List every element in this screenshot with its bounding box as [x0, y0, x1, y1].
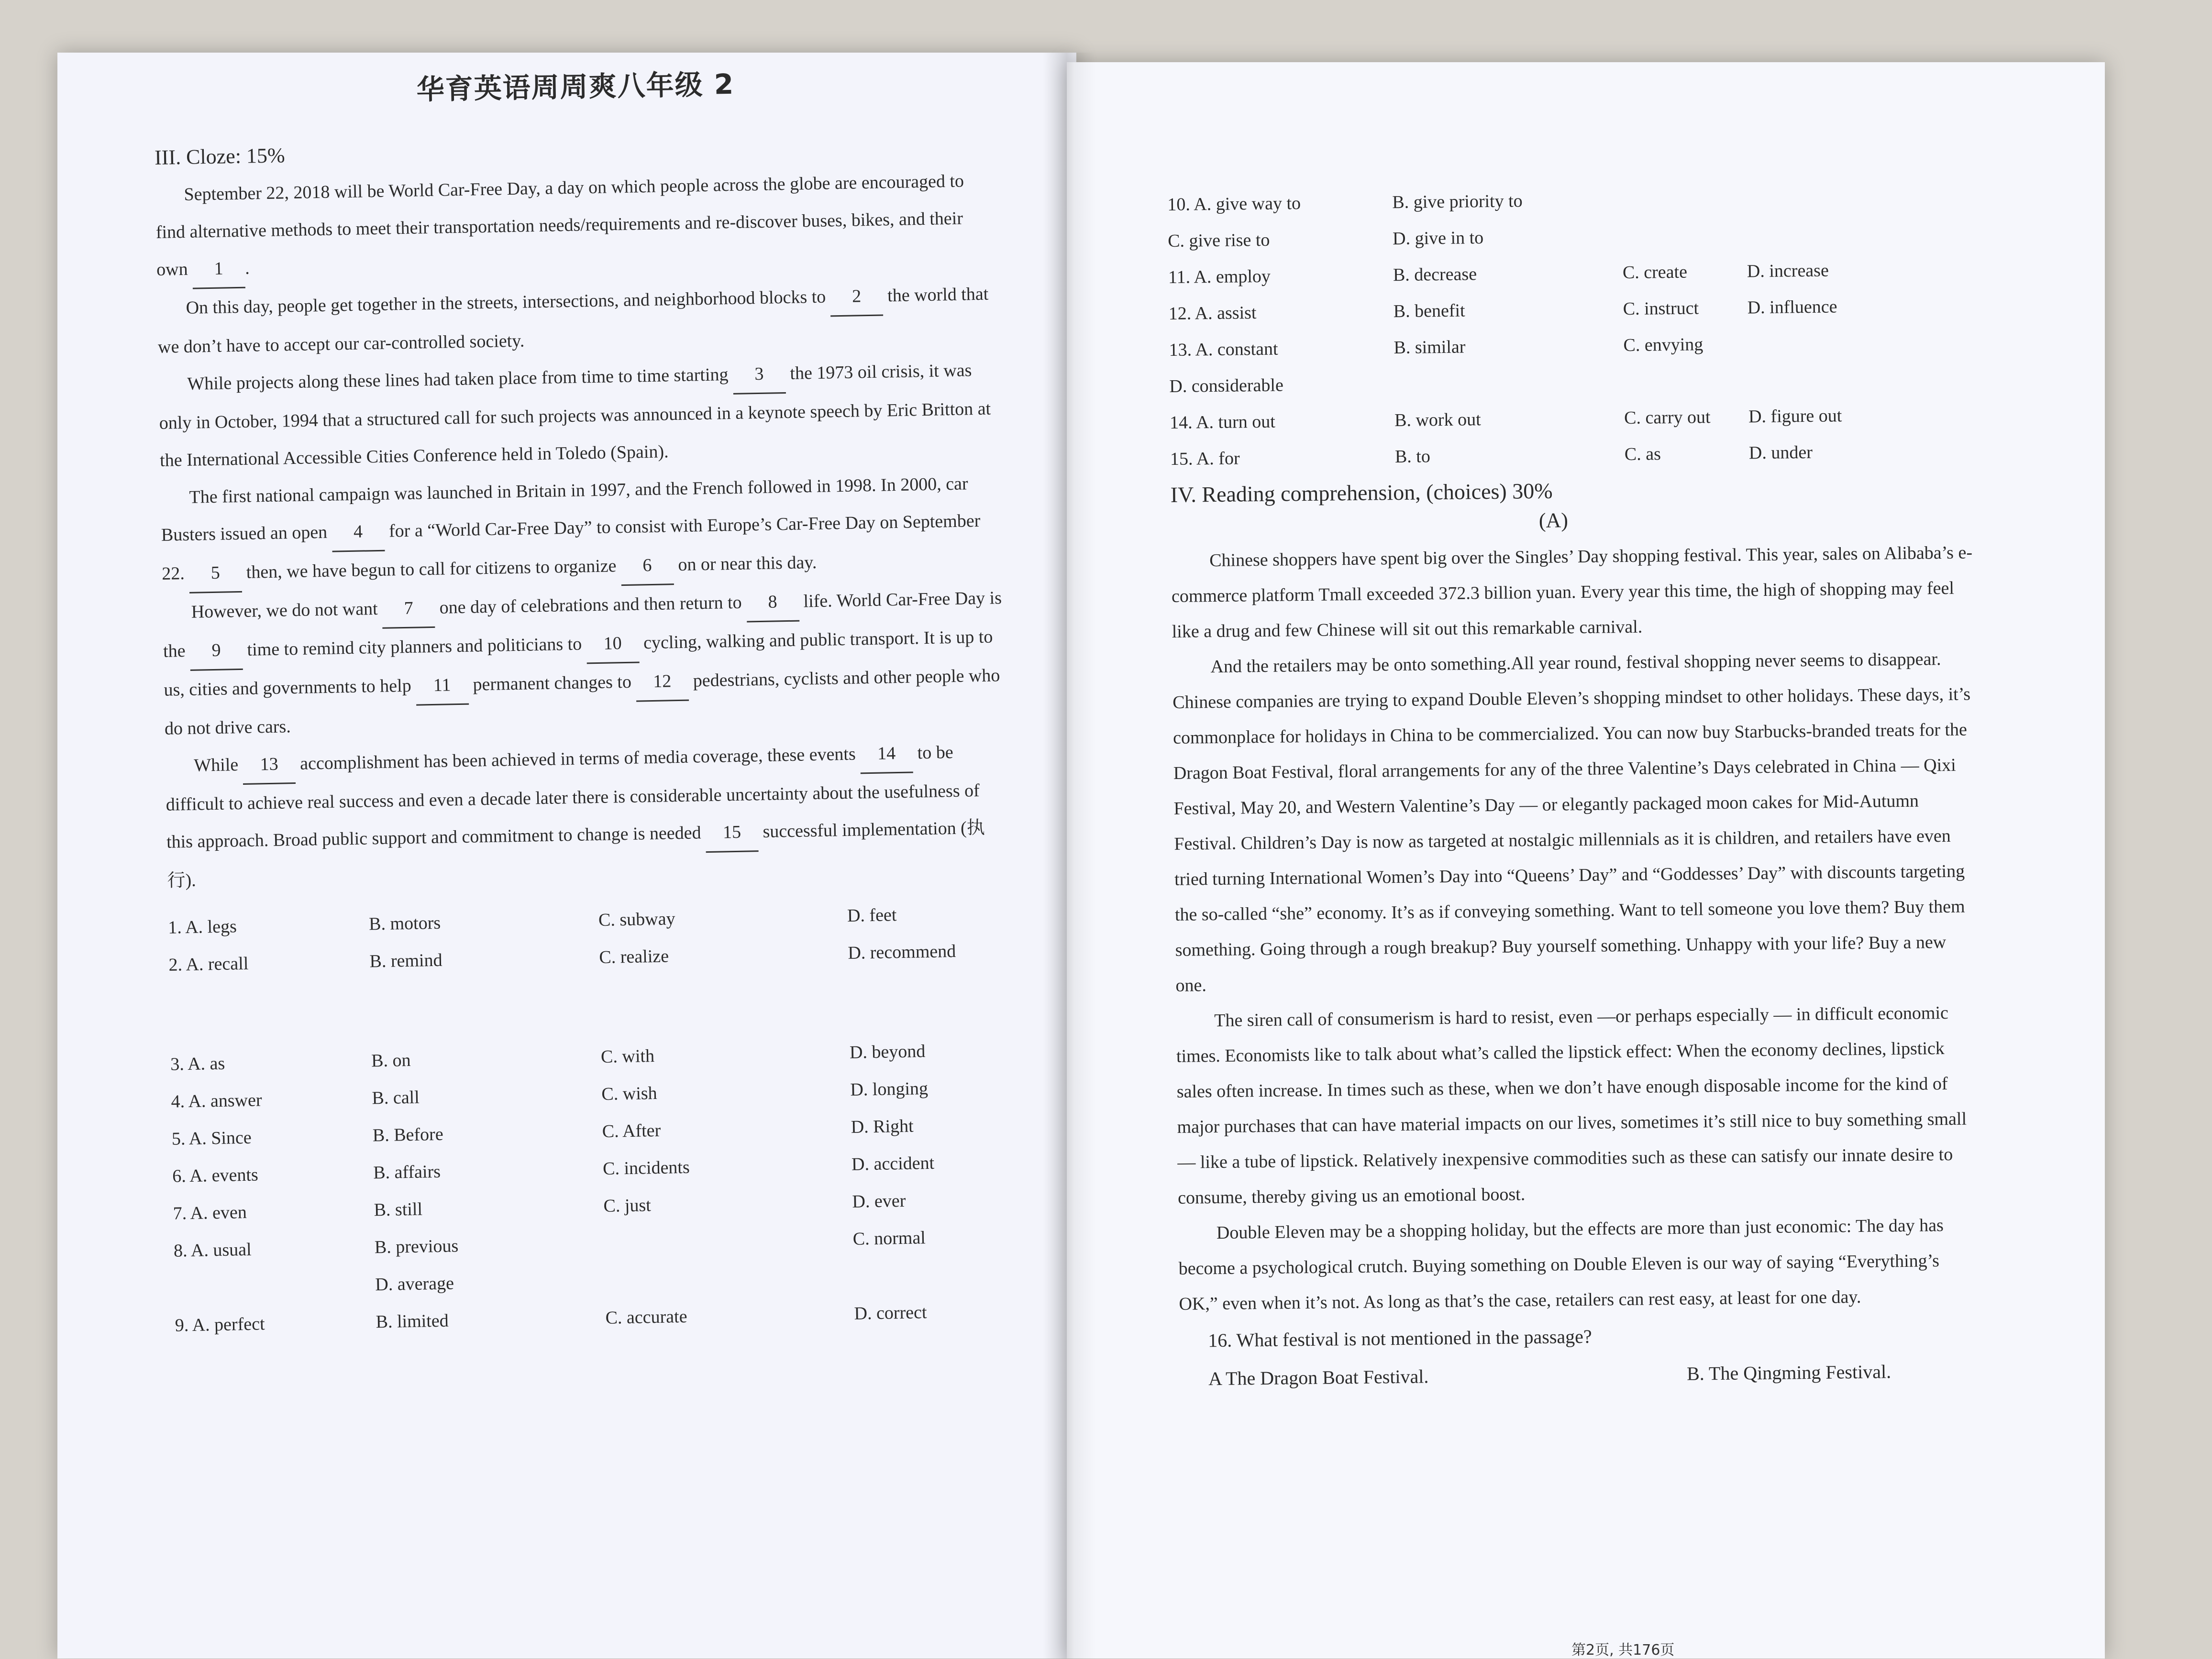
option-text: 15. A. for [1170, 448, 1240, 469]
blank-number: 2 [830, 277, 883, 317]
option-text: C. as [1624, 444, 1661, 465]
blank-number: 3 [732, 355, 785, 395]
blank-number: 9 [189, 631, 243, 671]
book-gutter [1043, 53, 1095, 1659]
blank-number: 5 [189, 554, 242, 593]
option-text: D. accident [851, 1153, 935, 1175]
option-text [1394, 363, 1624, 402]
blank-number: 1 [192, 250, 245, 289]
option-text: C. wish [601, 1083, 657, 1104]
option-text: B. affairs [373, 1161, 441, 1183]
option-text: C. After [602, 1120, 661, 1142]
option-text: D. correct [854, 1302, 927, 1324]
option-text: B. remind [369, 950, 442, 972]
right-page-content [1167, 178, 2022, 1398]
left-page-content [153, 57, 1017, 1344]
cloze-passage [155, 162, 1009, 899]
paragraph-text: While [193, 754, 243, 776]
option-text: C. with [600, 1046, 655, 1067]
passage-label: (A) [1538, 508, 1569, 532]
page-title: 华育英语周周爽八年级 2 [416, 67, 735, 106]
option-text: D. ever [852, 1190, 906, 1212]
paragraph-text: accomplishment has been achieved in terms of media coverage, these events [295, 744, 861, 774]
option-text [604, 1220, 853, 1262]
cloze-options-10-15 [1167, 178, 2012, 477]
answer-b: B. The Qingming Festival. [1686, 1361, 1891, 1384]
option-text: C. give rise to [1167, 230, 1270, 251]
option-text: D. beyond [849, 1041, 926, 1063]
option-text: 4. A. answer [171, 1090, 262, 1112]
option-text: D. under [1748, 442, 1813, 463]
option-text [1747, 215, 1948, 253]
option-text: B. work out [1394, 409, 1481, 431]
blank-number: 6 [620, 546, 674, 586]
paragraph-text: the world that we don’t have to accept our car-controlled society. [157, 284, 989, 357]
blank-number: 12 [636, 662, 689, 702]
option-text [605, 1258, 854, 1299]
option-text: C. incidents [602, 1157, 690, 1179]
option-text: D. influence [1747, 297, 1837, 318]
paragraph-text: However, we do not want [191, 598, 383, 622]
blank-number: 14 [860, 735, 913, 774]
option-text: D. increase [1747, 260, 1829, 282]
option-text: D. give in to [1392, 228, 1484, 249]
option-text: C. carry out [1624, 407, 1711, 428]
option-text: 8. A. usual [173, 1239, 252, 1261]
option-text [1746, 178, 1947, 217]
option-text: B. similar [1394, 337, 1466, 358]
option-text: B. on [371, 1050, 411, 1071]
option-text: B. Before [372, 1124, 443, 1146]
option-text: C. normal [852, 1228, 926, 1249]
option-text: D. longing [850, 1078, 929, 1100]
page-number-footer: 第2页, 共176页 [1571, 1642, 1675, 1659]
blank-number: 4 [332, 513, 385, 552]
option-text: D. recommend [848, 941, 956, 963]
option-text: B. motors [368, 912, 441, 934]
option-text: C. accurate [605, 1306, 687, 1328]
paragraph-text: to be difficult to achieve real success and even a decade later there is considerable uncertainty about the usefulness of this approach. Broad public support and commitment to change is needed [166, 742, 980, 852]
question-16: 16. What festival is not mentioned in the passage? [1208, 1325, 1592, 1351]
paragraph-text: pedestrians, cyclists and other people who do not drive cars. [164, 665, 1000, 739]
reading-paragraph: And the retailers may be onto something.All year round, festival shopping never seems to disappear. Chinese companies are trying to expand Double Eleven’s shopping mindset to other holidays. These days, it’s commonplace for holidays in China to be commercialized. You can now buy Starbucks-branded treats for the Dragon Boat Festival, floral arrangements for any of the three Valentine’s Days celebrated in China — Qixi Festival, May 20, and Western Valentine’s Day — or elegantly packaged moon cakes for Mid-Autumn Festival. Children’s Day is now as targeted at nostalgic millennials as it is children, and retailers have even tried turning International Women’s Day into “Queens’ Day” and “Goddesses’ Day” with discounts targeting the so-called “she” economy. It’s as if conveying something. Want to tell someone you love them? Buy them something. Going through a rough breakup? Buy yourself something. Unhappy with your life? Buy a new one. [1172, 649, 1971, 996]
option-text: B. call [372, 1087, 420, 1109]
option-text: 12. A. assist [1168, 303, 1257, 324]
cloze-options-1-2 [168, 894, 1011, 984]
cloze-paragraph [155, 162, 999, 290]
paragraph-text: permanent changes to [468, 671, 636, 695]
cloze-paragraph [160, 464, 1004, 594]
paragraph-text: The first national campaign was launched in Britain in 1997, and the French followed in 1998. In 2000, car Busters issued an open [161, 473, 968, 545]
paragraph-text: time to remind city planners and politicians to [242, 634, 587, 660]
paragraph-text: one day of celebrations and then return to [434, 592, 747, 618]
option-text: 2. A. recall [168, 953, 249, 975]
option-text: 10. A. give way to [1167, 193, 1301, 215]
paragraph-text: then, we have begun to call for citizens to organize [241, 556, 621, 582]
option-text [174, 1266, 376, 1307]
option-text: 3. A. as [170, 1053, 225, 1075]
paragraph-text: for a “World Car-Free Day” to consist with Europe’s Car-Free Day on September 22. [161, 510, 981, 584]
option-text: B. previous [374, 1236, 459, 1258]
option-text: 6. A. events [172, 1165, 259, 1187]
paragraph-text: successful implementation (执行). [167, 817, 985, 891]
reading-passage [1171, 535, 2021, 1322]
option-text: B. still [374, 1199, 423, 1220]
option-text: C. instruct [1623, 298, 1699, 319]
paragraph-text: On this day, people get together in the streets, intersections, and neighborhood blocks to [186, 286, 831, 318]
reading-paragraph: Double Eleven may be a shopping holiday, but the effects are more than just economic: The day has become a psychological crutch. Buying something on Double Eleven is our way of saying “Everything’s OK,” even when it’s not. As long as that’s the case, retailers can rest easy, at least for one day. [1178, 1215, 1944, 1314]
blank-number: 7 [382, 589, 435, 629]
option-text: C. subway [598, 909, 675, 931]
option-text [1624, 362, 1748, 400]
cloze-paragraph [165, 733, 1009, 900]
option-text: 7. A. even [173, 1202, 247, 1224]
option-text: B. limited [376, 1310, 449, 1332]
option-text: B. give priority to [1392, 191, 1523, 213]
option-text [853, 1255, 1017, 1295]
option-text [1622, 180, 1747, 218]
blank-number: 11 [415, 666, 468, 706]
option-text: B. decrease [1393, 264, 1477, 286]
option-text: B. to [1394, 446, 1431, 467]
option-text [1748, 360, 1949, 398]
paragraph-text: While projects along these lines had taken place from time to time starting [187, 364, 733, 394]
reading-heading: IV. Reading comprehension, (choices) 30% [1170, 478, 1553, 507]
option-text: 11. A. employ [1168, 266, 1271, 287]
answer-a: A The Dragon Boat Festival. [1208, 1365, 1429, 1390]
option-text: C. envying [1623, 334, 1703, 356]
blank-number: 15 [705, 813, 758, 853]
paragraph-text: September 22, 2018 will be World Car-Free Day, a day on which people across the globe are encouraged to find alternative methods to meet their transportation needs/requirements and re-discover buses, bikes, and their own [155, 171, 964, 280]
option-text: C. just [603, 1195, 652, 1216]
option-text: D. average [375, 1273, 454, 1295]
option-text: B. benefit [1393, 300, 1465, 322]
option-text: D. Right [851, 1116, 914, 1137]
option-text: 9. A. perfect [175, 1314, 265, 1336]
paragraph-text: . [244, 258, 250, 278]
option-text: 1. A. legs [167, 916, 237, 938]
option-text [1747, 324, 1949, 362]
cloze-paragraph [162, 579, 1006, 747]
reading-paragraph: The siren call of consumerism is hard to resist, even —or perhaps especially — in difficult economic times. Economists like to talk about what’s called the lipstick effect: When the economy declines, lipstick sales often increase. In times such as these, when we don’t have enough disposable income for the kind of major purchases that can have material impacts on our lives, sometimes it’s still nice to buy something small — like a tube of lipstick. Relatively inexpensive commodities such as these can satisfy our innate desire to consume, thereby giving us an emotional boost. [1176, 1002, 1967, 1208]
paragraph-text: on or near this day. [673, 552, 817, 575]
paragraph-text: cycling, walking and public transport. It is up to us, cities and governments to help [164, 626, 993, 700]
option-text: C. realize [599, 946, 669, 968]
option-text: 14. A. turn out [1169, 411, 1276, 433]
blank-number: 10 [586, 624, 639, 664]
paragraph-text: the 1973 oil crisis, it was only in October, 1994 that a structured call for such projects was announced in a keynote speech by Eric Britton at the International Accessible Cities Conference held in Toledo (Spain). [159, 360, 991, 471]
cloze-heading: III. Cloze: 15% [154, 143, 285, 169]
reading-paragraph: Chinese shoppers have spent big over the Singles’ Day shopping festival. This year, sales on Alibaba’s e-commerce platform Tmall exceeded 372.3 billion yuan. Every year this time, the high of shopping may feel like a drug and few Chinese will sit out this remarkable carnival. [1171, 542, 1973, 642]
blank-number: 13 [243, 745, 296, 785]
option-text: D. considerable [1169, 375, 1284, 396]
paragraph-text: life. World Car-Free Day is the [163, 588, 1002, 661]
option-text: D. feet [847, 905, 897, 926]
cloze-options-3-9 [170, 1031, 1018, 1344]
option-text: 13. A. constant [1169, 339, 1278, 360]
blank-number: 8 [746, 583, 799, 623]
option-text: D. figure out [1748, 406, 1842, 427]
option-text: C. create [1622, 262, 1688, 283]
option-text: 5. A. Since [171, 1127, 252, 1149]
cloze-paragraph [157, 275, 1000, 366]
option-text [1622, 217, 1747, 254]
cloze-paragraph [158, 351, 1002, 479]
